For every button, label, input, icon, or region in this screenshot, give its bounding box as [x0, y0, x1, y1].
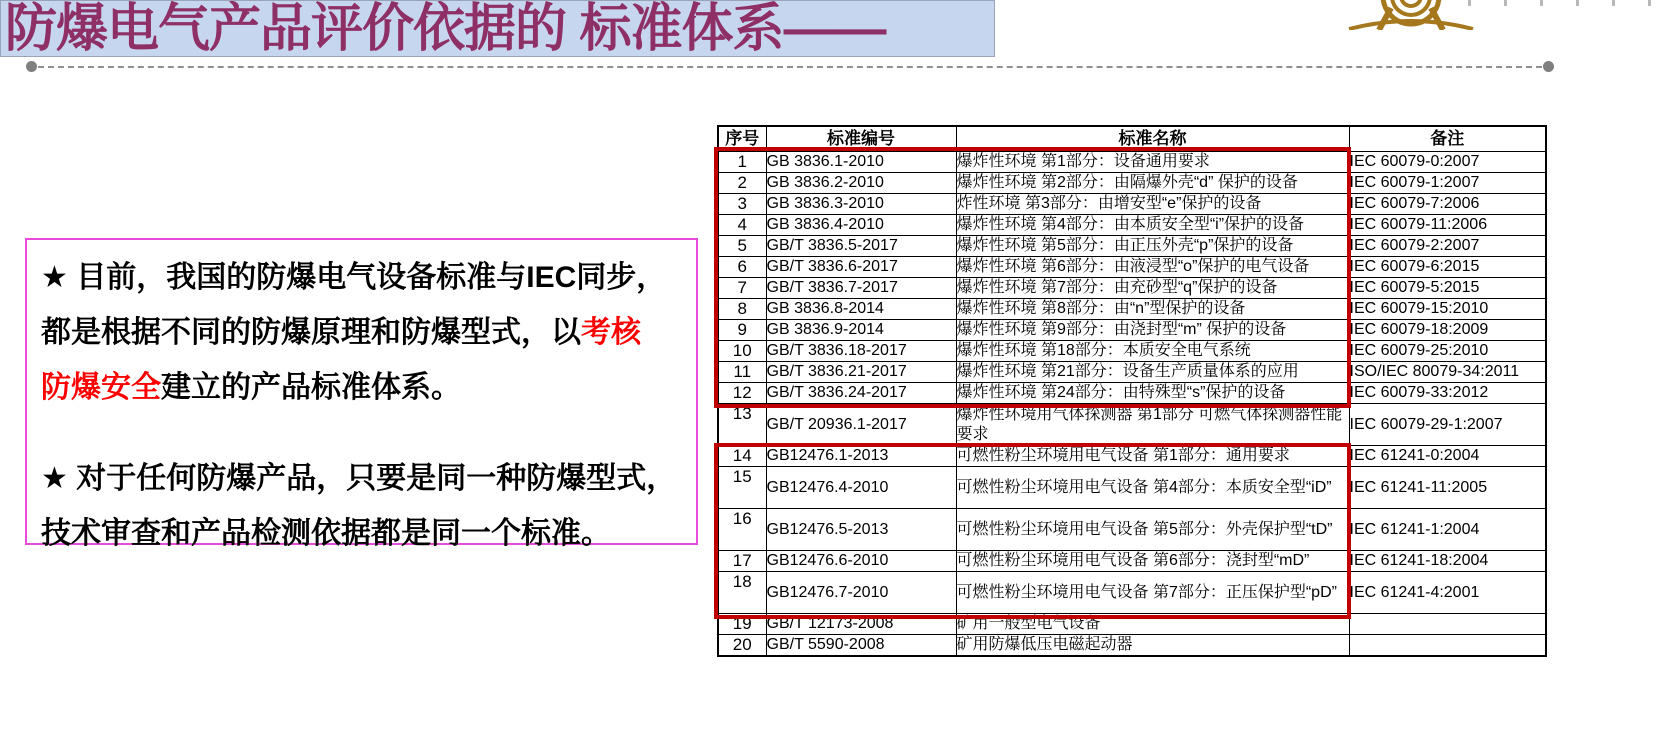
- cell-num: 12: [718, 383, 766, 404]
- cell-num: 7: [718, 278, 766, 299]
- cell-code: GB 3836.9-2014: [766, 320, 956, 341]
- table-row: [718, 362, 1546, 383]
- cell-name: 爆炸性环境 第7部分：由充砂型“q”保护的设备: [956, 278, 1349, 299]
- cell-num: 11: [718, 362, 766, 383]
- cell-remark: IEC 61241-4:2001: [1349, 572, 1546, 614]
- cell-name: 矿用一般型电气设备: [956, 614, 1349, 635]
- cell-remark: IEC 61241-1:2004: [1349, 509, 1546, 551]
- cell-name: 可燃性粉尘环境用电气设备 第4部分：本质安全型“iD”: [956, 467, 1349, 509]
- note-text: ★ 目前，我国的防爆电气设备标准与IEC同步，: [41, 261, 667, 294]
- cell-code: GB/T 3836.5-2017: [766, 236, 956, 257]
- cell-remark: IEC 60079-11:2006: [1349, 215, 1546, 236]
- cell-name: 爆炸性环境 第21部分：设备生产质量体系的应用: [956, 362, 1349, 383]
- table-row: [718, 509, 1546, 551]
- cell-code: GB/T 3836.18-2017: [766, 341, 956, 362]
- standards-table-wrap: [717, 125, 1545, 657]
- table-row: [718, 551, 1546, 572]
- cell-num: 14: [718, 446, 766, 467]
- note-paragraph-1: [41, 250, 684, 415]
- table-row: [718, 152, 1546, 173]
- cell-num: 17: [718, 551, 766, 572]
- table-row: [718, 404, 1546, 446]
- cell-code: GB 3836.8-2014: [766, 299, 956, 320]
- cell-num: 13: [718, 404, 766, 446]
- cell-code: GB/T 20936.1-2017: [766, 404, 956, 446]
- table-row: [718, 320, 1546, 341]
- cell-num: 3: [718, 194, 766, 215]
- cell-num: 4: [718, 215, 766, 236]
- cell-code: GB/T 3836.6-2017: [766, 257, 956, 278]
- cell-num: 8: [718, 299, 766, 320]
- note-text: 都是根据不同的防爆原理和防爆型式，以: [41, 316, 581, 349]
- cell-remark: IEC 61241-0:2004: [1349, 446, 1546, 467]
- cell-name: 爆炸性环境 第2部分：由隔爆外壳“d” 保护的设备: [956, 173, 1349, 194]
- cell-remark: IEC 60079-6:2015: [1349, 257, 1546, 278]
- table-row: [718, 215, 1546, 236]
- cell-code: GB 3836.1-2010: [766, 152, 956, 173]
- cell-code: GB12476.5-2013: [766, 509, 956, 551]
- note-line: [41, 250, 684, 305]
- cell-name: 爆炸性环境 第1部分：设备通用要求: [956, 152, 1349, 173]
- cell-remark: IEC 60079-7:2006: [1349, 194, 1546, 215]
- cell-name: 爆炸性环境用气体探测器 第1部分 可燃气体探测器性能要求: [956, 404, 1349, 446]
- cell-remark: IEC 60079-5:2015: [1349, 278, 1546, 299]
- cell-num: 5: [718, 236, 766, 257]
- cell-remark: IEC 60079-15:2010: [1349, 299, 1546, 320]
- cell-name: 炸性环境 第3部分：由增安型“e”保护的设备: [956, 194, 1349, 215]
- cell-remark: IEC 60079-25:2010: [1349, 341, 1546, 362]
- column-header: 序号: [718, 126, 766, 152]
- cell-remark: IEC 61241-11:2005: [1349, 467, 1546, 509]
- cell-name: 爆炸性环境 第18部分：本质安全电气系统: [956, 341, 1349, 362]
- cell-remark: IEC 60079-1:2007: [1349, 173, 1546, 194]
- cell-name: 矿用防爆低压电磁起动器: [956, 635, 1349, 657]
- cell-code: GB 3836.2-2010: [766, 173, 956, 194]
- cell-name: 爆炸性环境 第4部分：由本质安全型“i”保护的设备: [956, 215, 1349, 236]
- cell-num: 19: [718, 614, 766, 635]
- cell-remark: IEC 60079-0:2007: [1349, 152, 1546, 173]
- cell-remark: IEC 60079-2:2007: [1349, 236, 1546, 257]
- cell-num: 18: [718, 572, 766, 614]
- title-bar: [0, 0, 995, 57]
- cell-code: GB12476.6-2010: [766, 551, 956, 572]
- cell-code: GB/T 5590-2008: [766, 635, 956, 657]
- cell-num: 6: [718, 257, 766, 278]
- cell-num: 10: [718, 341, 766, 362]
- note-line: [41, 451, 684, 506]
- cell-code: GB/T 3836.24-2017: [766, 383, 956, 404]
- table-row: [718, 173, 1546, 194]
- cell-name: 可燃性粉尘环境用电气设备 第6部分：浇封型“mD”: [956, 551, 1349, 572]
- table-row: [718, 572, 1546, 614]
- divider-right-dot-icon: [1543, 61, 1554, 72]
- note-text: 建立的产品标准体系。: [161, 371, 461, 404]
- cell-code: GB 3836.3-2010: [766, 194, 956, 215]
- note-text-red: 考核: [581, 316, 641, 349]
- cell-name: 可燃性粉尘环境用电气设备 第7部分：正压保护型“pD”: [956, 572, 1349, 614]
- table-row: [718, 278, 1546, 299]
- note-line: [41, 506, 684, 561]
- table-row: [718, 635, 1546, 657]
- table-row: [718, 446, 1546, 467]
- column-header: 标准编号: [766, 126, 956, 152]
- cell-code: GB/T 12173-2008: [766, 614, 956, 635]
- divider-left-dot-icon: [26, 61, 37, 72]
- note-line: [41, 360, 684, 415]
- note-paragraph-2: [41, 451, 684, 561]
- cell-code: GB/T 3836.7-2017: [766, 278, 956, 299]
- table-row: [718, 383, 1546, 404]
- slide-title: 防爆电气产品评价依据的 标准体系——: [5, 0, 886, 57]
- column-header: 标准名称: [956, 126, 1349, 152]
- table-row: [718, 299, 1546, 320]
- table-row: [718, 614, 1546, 635]
- cell-code: GB12476.7-2010: [766, 572, 956, 614]
- cell-name: 爆炸性环境 第9部分：由浇封型“m” 保护的设备: [956, 320, 1349, 341]
- clipped-caption-remnant: [1468, 0, 1658, 6]
- table-row: [718, 194, 1546, 215]
- cell-remark: [1349, 635, 1546, 657]
- cell-remark: [1349, 614, 1546, 635]
- cell-name: 爆炸性环境 第24部分：由特殊型“s”保护的设备: [956, 383, 1349, 404]
- cell-remark: IEC 61241-18:2004: [1349, 551, 1546, 572]
- note-text: ★ 对于任何防爆产品，只要是同一种防爆型式，: [41, 462, 677, 495]
- cell-num: 20: [718, 635, 766, 657]
- cell-name: 可燃性粉尘环境用电气设备 第5部分：外壳保护型“tD”: [956, 509, 1349, 551]
- column-header: 备注: [1349, 126, 1546, 152]
- cell-code: GB 3836.4-2010: [766, 215, 956, 236]
- cell-remark: ISO/IEC 80079-34:2011: [1349, 362, 1546, 383]
- table-header-row: [718, 126, 1546, 152]
- cell-name: 爆炸性环境 第8部分：由“n”型保护的设备: [956, 299, 1349, 320]
- cell-code: GB12476.1-2013: [766, 446, 956, 467]
- cell-name: 爆炸性环境 第6部分：由液浸型“o”保护的电气设备: [956, 257, 1349, 278]
- table-row: [718, 467, 1546, 509]
- table-row: [718, 341, 1546, 362]
- key-points-box: [25, 238, 698, 550]
- table-row: [718, 236, 1546, 257]
- cell-num: 16: [718, 509, 766, 551]
- cell-num: 1: [718, 152, 766, 173]
- cell-name: 爆炸性环境 第5部分：由正压外壳“p”保护的设备: [956, 236, 1349, 257]
- cell-remark: IEC 60079-29-1:2007: [1349, 404, 1546, 446]
- table-row: [718, 257, 1546, 278]
- cell-num: 2: [718, 173, 766, 194]
- cell-remark: IEC 60079-18:2009: [1349, 320, 1546, 341]
- paragraph-gap: [41, 415, 684, 451]
- cell-num: 15: [718, 467, 766, 509]
- note-text: 技术审查和产品检测依据都是同一个标准。: [41, 517, 611, 550]
- note-line: [41, 305, 684, 360]
- cell-name: 可燃性粉尘环境用电气设备 第1部分：通用要求: [956, 446, 1349, 467]
- cell-num: 9: [718, 320, 766, 341]
- standards-table: [717, 125, 1547, 657]
- note-text-red: 防爆安全: [41, 371, 161, 404]
- dashed-divider: [28, 66, 1552, 68]
- cell-code: GB12476.4-2010: [766, 467, 956, 509]
- cell-remark: IEC 60079-33:2012: [1349, 383, 1546, 404]
- cell-code: GB/T 3836.21-2017: [766, 362, 956, 383]
